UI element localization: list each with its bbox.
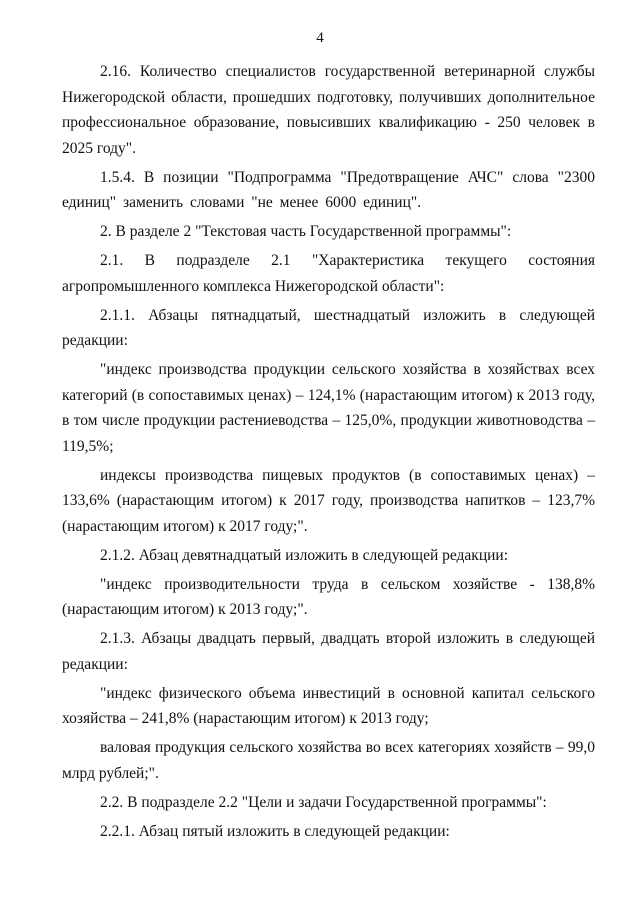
paragraph: 2. В разделе 2 "Текстовая часть Государственной программы": bbox=[100, 223, 512, 240]
paragraph: "индекс производства продукции сельского хозяйства в хозяйствах всех категорий (в сопоставимых ценах) – 124,1% (нарастающим итогом) к 2013 году, в том числе продукции растениеводства – 125,0%, продукции животноводства – 119,5%; bbox=[62, 361, 595, 455]
page-number: 4 bbox=[316, 30, 324, 46]
paragraph: 2.16. Количество специалистов государственной ветеринарной службы Нижегородской области, прошедших подготовку, получивших дополнительное профессиональное образование, повысивших квалификацию - 250 человек в 2025 году". bbox=[62, 63, 595, 157]
paragraph: "индекс производительности труда в сельском хозяйстве - 138,8% (нарастающим итогом) к 2013 году;". bbox=[62, 575, 595, 618]
paragraph: 2.1. В подразделе 2.1 "Характеристика текущего состояния агропромышленного комплекса Нижегородской области": bbox=[62, 252, 595, 295]
paragraph: индексы производства пищевых продуктов (в сопоставимых ценах) – 133,6% (нарастающим итогом) к 2017 году, производства напитков – 123,7% (нарастающим итогом) к 2017 году;". bbox=[62, 466, 595, 535]
paragraph: 1.5.4. В позиции "Подпрограмма "Предотвращение АЧС" слова "2300 единиц" заменить словами "не менее 6000 единиц". bbox=[62, 168, 595, 211]
paragraph: "индекс физического объема инвестиций в основной капитал сельского хозяйства – 241,8% (нарастающим итогом) к 2013 году; bbox=[62, 684, 595, 727]
paragraph: валовая продукция сельского хозяйства во всех категориях хозяйств – 99,0 млрд рублей;". bbox=[62, 739, 595, 782]
paragraph: 2.1.3. Абзацы двадцать первый, двадцать второй изложить в следующей редакции: bbox=[62, 630, 595, 673]
document-body bbox=[62, 59, 595, 848]
paragraph: 2.1.2. Абзац девятнадцатый изложить в следующей редакции: bbox=[100, 546, 509, 564]
paragraph: 2.2. В подразделе 2.2 "Цели и задачи Государственной программы": bbox=[100, 793, 547, 811]
paragraph: 2.2.1. Абзац пятый изложить в следующей редакции: bbox=[100, 822, 450, 840]
paragraph: 2.1.1. Абзацы пятнадцатый, шестнадцатый изложить в следующей редакции: bbox=[62, 306, 595, 349]
